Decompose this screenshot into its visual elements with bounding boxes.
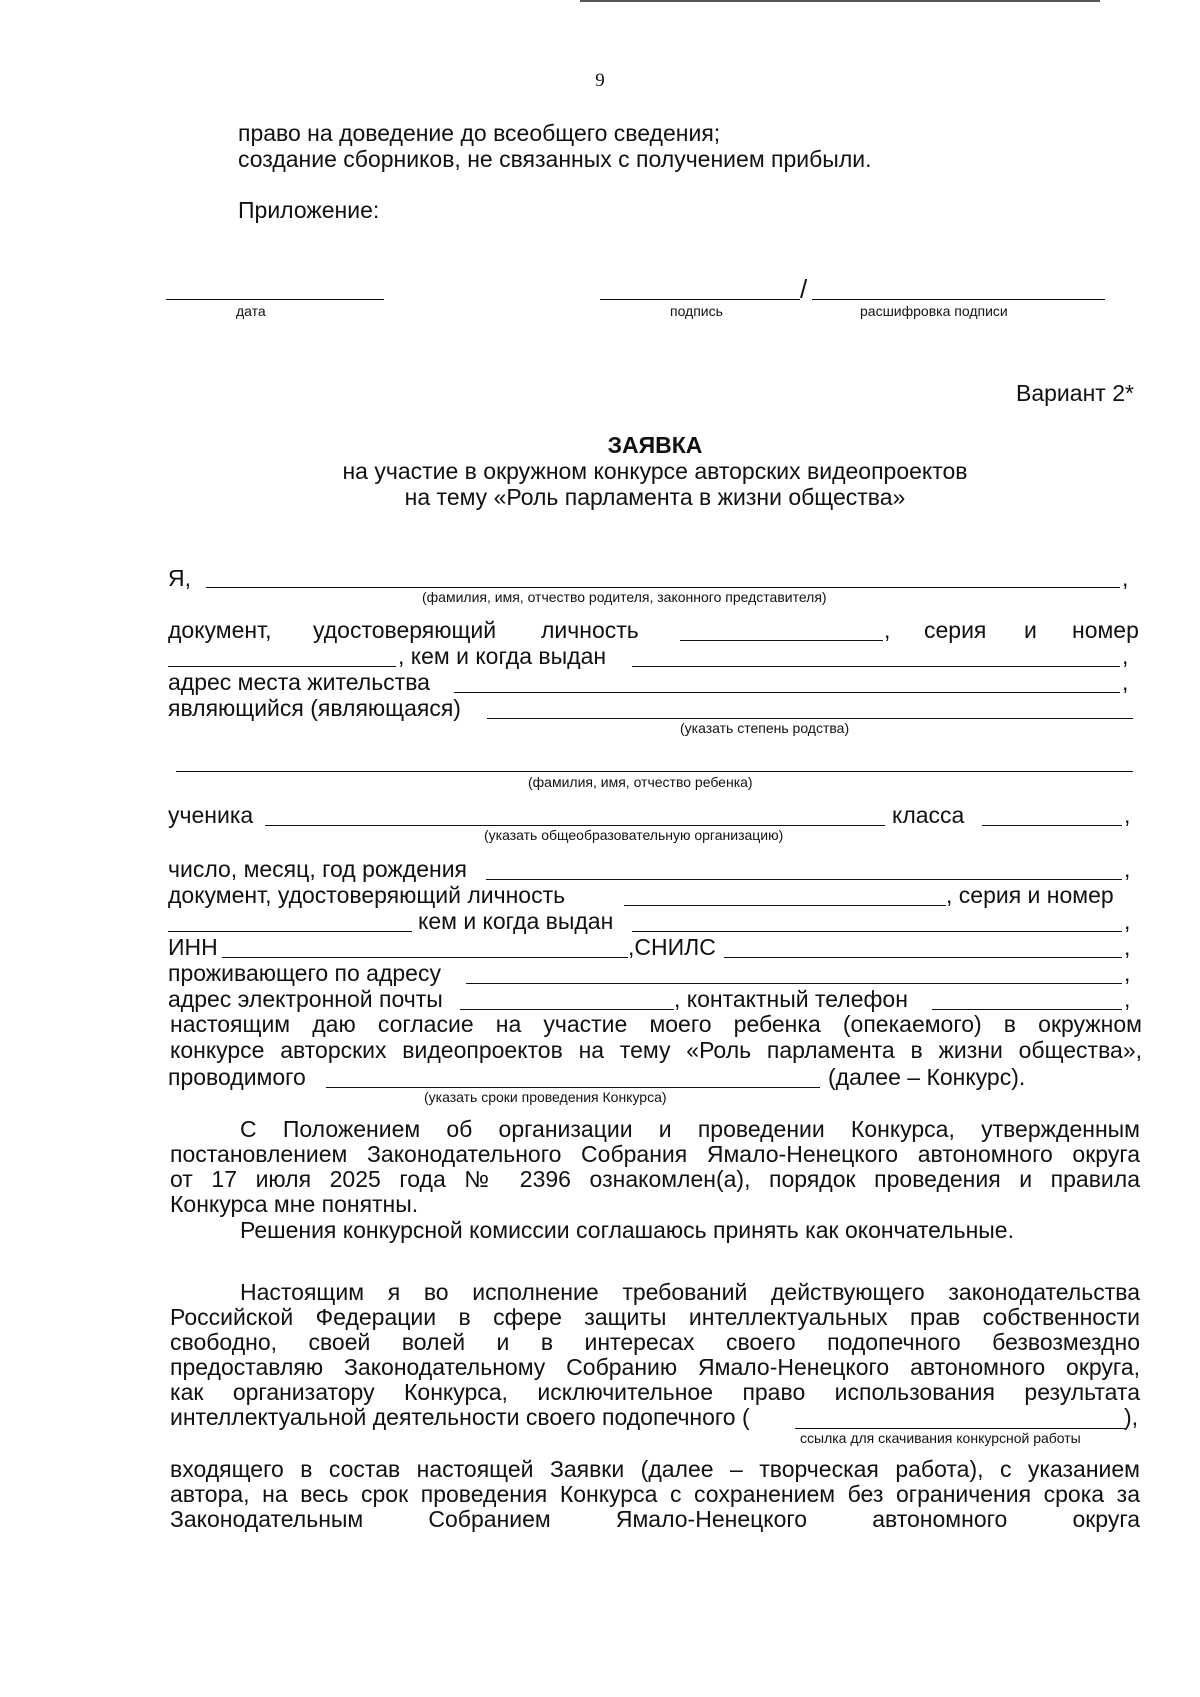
rights-line-7: входящего в состав настоящей Заявки (далее – творческая работа), с указанием [170, 1456, 1140, 1482]
child-issued-label: кем и когда выдан [418, 908, 614, 934]
doc-word-3: личность [541, 617, 639, 643]
child-series-line [168, 931, 412, 932]
regulation-line-5: Решения конкурсной комиссии соглашаюсь принять как окончательные. [240, 1217, 1014, 1243]
word: автономного [872, 1506, 1008, 1532]
grade-line [982, 825, 1122, 826]
link-caption: ссылка для скачивания конкурсной работы [800, 1430, 1081, 1446]
comma: , [1124, 986, 1131, 1012]
email-label: адрес электронной почты [168, 986, 443, 1012]
word: Ямало-Ненецкого [615, 1506, 808, 1532]
snils-label: ,СНИЛС [628, 934, 716, 960]
decryption-line [812, 299, 1105, 300]
consent-line-1: настоящим даю согласие на участие моего ребенка (опекаемого) в окружном [170, 1011, 1142, 1037]
residing-line [466, 983, 1122, 984]
relation-caption: (указать степень родства) [680, 720, 850, 736]
phone-line [932, 1009, 1122, 1010]
hereafter-label: (далее – Конкурс). [828, 1064, 1026, 1090]
word: Собранием [428, 1506, 551, 1532]
intro-line-1: право на доведение до всеобщего сведения; [238, 120, 721, 146]
rights-line-6-end: ), [1124, 1404, 1139, 1430]
dates-caption: (указать сроки проведения Конкурса) [424, 1089, 667, 1105]
date-line [166, 299, 384, 300]
relation-line [487, 718, 1133, 719]
child-name-caption: (фамилия, имя, отчество ребенка) [528, 774, 753, 790]
ya-label: Я, [168, 565, 191, 591]
comma: , [1124, 802, 1131, 828]
comma: , [1124, 856, 1131, 882]
doc-word-4: серия [924, 617, 987, 643]
rights-line-5: как организатору Конкурса, исключительное право использования результата [170, 1379, 1140, 1405]
rights-line-8: автора, на весь срок проведения Конкурса с сохранением без ограничения срока за [170, 1481, 1140, 1507]
doc-word-2: удостоверяющий [313, 617, 497, 643]
series-number-line [168, 666, 396, 667]
signature-label: подпись [670, 303, 723, 319]
parent-name-caption: (фамилия, имя, отчество родителя, законного представителя) [422, 589, 827, 605]
inn-line [222, 957, 628, 958]
rights-line-9 [170, 1507, 1140, 1532]
comma: , [1122, 643, 1129, 669]
being-label: являющийся (являющаяся) [168, 695, 461, 721]
doc-word-1: документ, [168, 617, 272, 643]
comma: , [1122, 669, 1129, 695]
page-number: 9 [595, 70, 605, 91]
inn-label: ИНН [168, 934, 218, 960]
doc-word-6: номер [1072, 617, 1139, 643]
heading-line-1: на участие в окружном конкурсе авторских видеопроектов [342, 458, 968, 484]
doc-type-line [680, 640, 883, 641]
child-doc-line [624, 905, 946, 906]
address-line [454, 692, 1120, 693]
parent-name-line [206, 587, 1120, 588]
rights-line-3: свободно, своей волей и в интересах своего подопечного безвозмездно [170, 1329, 1140, 1355]
comma: , [1124, 934, 1131, 960]
comma: , [884, 617, 891, 643]
child-doc-label: документ, удостоверяющий личность [168, 882, 566, 908]
grade-label: класса [892, 802, 965, 828]
regulation-line-2: постановлением Законодательного Собрания Ямало-Ненецкого автономного округа [170, 1141, 1140, 1167]
phone-label: , контактный телефон [674, 986, 908, 1012]
held-label: проводимого [168, 1064, 306, 1090]
link-line [795, 1428, 1125, 1429]
issued-label: , кем и когда выдан [398, 643, 607, 669]
issued-line [632, 666, 1120, 667]
doc-word-5: и [1024, 617, 1037, 643]
regulation-line-4: Конкурса мне понятны. [170, 1191, 419, 1217]
comma: , [1124, 960, 1131, 986]
date-label: дата [236, 303, 266, 319]
heading-line-2: на тему «Роль парламента в жизни общества» [404, 484, 906, 510]
word: Законодательным [170, 1506, 364, 1532]
top-edge-line [580, 0, 1100, 2]
comma: , [1124, 908, 1131, 934]
birth-line [486, 879, 1122, 880]
regulation-line-3: от 17 июля 2025 года № 2396 ознакомлен(а), порядок проведения и правила [170, 1166, 1140, 1192]
consent-line-2: конкурсе авторских видеопроектов на тему «Роль парламента в жизни общества», [170, 1037, 1142, 1063]
dates-line [326, 1087, 820, 1088]
child-series-label: , серия и номер [946, 882, 1114, 908]
rights-line-2: Российской Федерации в сфере защиты интеллектуальных прав собственности [170, 1304, 1140, 1330]
form-title: ЗАЯВКА [607, 432, 703, 458]
birth-label: число, месяц, год рождения [168, 856, 467, 882]
appendix-label: Приложение: [238, 197, 380, 223]
regulation-line-1: С Положением об организации и проведении Конкурса, утвержденным [240, 1116, 1140, 1142]
student-label: ученика [168, 802, 254, 828]
rights-line-4: предоставляю Законодательному Собранию Ямало-Ненецкого автономного округа, [170, 1354, 1140, 1380]
rights-line-1: Настоящим я во исполнение требований действующего законодательства [240, 1279, 1140, 1305]
word: округа [1072, 1506, 1140, 1532]
comma: , [1122, 565, 1129, 591]
school-line [265, 825, 885, 826]
variant-label: Вариант 2* [1016, 380, 1134, 406]
intro-line-2: создание сборников, не связанных с получением прибыли. [238, 146, 872, 172]
signature-slash: / [800, 274, 808, 304]
child-name-line [176, 771, 1133, 772]
residing-label: проживающего по адресу [168, 960, 441, 986]
email-line [460, 1009, 674, 1010]
decryption-label: расшифровка подписи [860, 303, 1008, 319]
child-issued-line [632, 931, 1122, 932]
school-caption: (указать общеобразовательную организацию) [484, 827, 784, 843]
signature-line [600, 299, 800, 300]
address-label: адрес места жительства [168, 669, 430, 695]
snils-line [724, 957, 1122, 958]
rights-line-6-start: интеллектуальной деятельности своего подопечного ( [170, 1404, 750, 1430]
